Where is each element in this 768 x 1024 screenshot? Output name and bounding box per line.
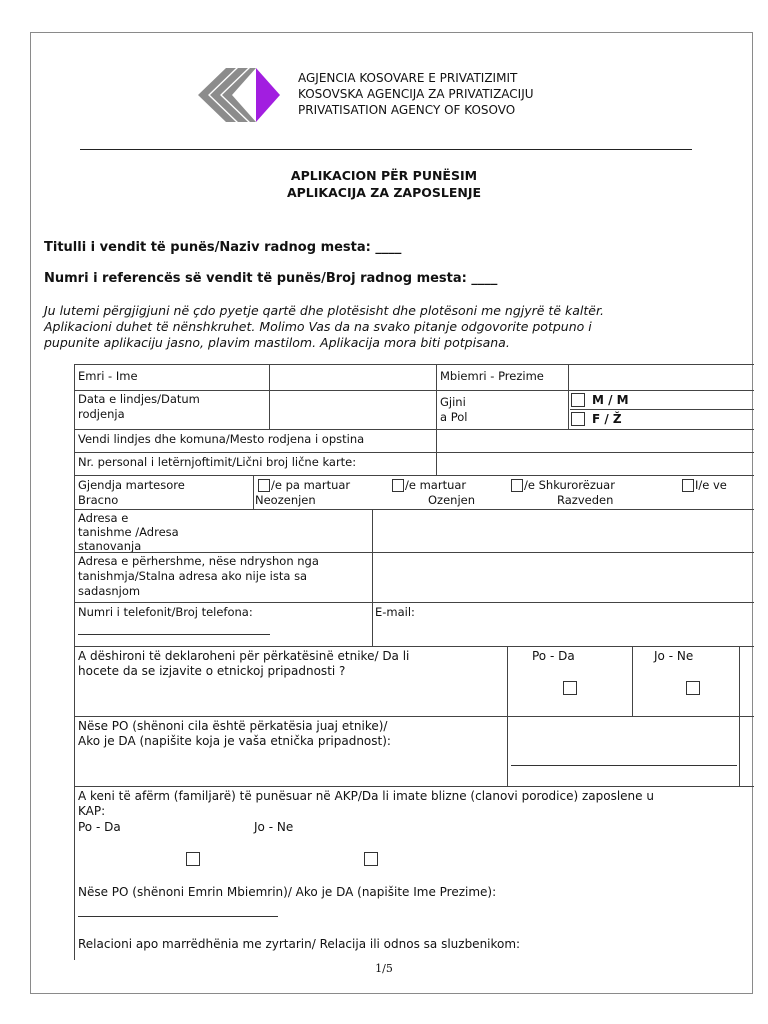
job-title-field[interactable]: Titulli i vendit të punës/Naziv radnog mesta: ____ <box>44 240 402 255</box>
relatives-name-label: Nëse PO (shënoni Emrin Mbiemrin)/ Ako je DA (napišite Ime Prezime): <box>78 885 497 899</box>
agency-line-2: KOSOVSKA AGENCIJA ZA PRIVATIZACIJU <box>298 87 534 101</box>
instructions <box>44 303 740 351</box>
relatives-name-input-line[interactable] <box>78 916 278 917</box>
ethnic-spec-1: Nëse PO (shënoni cila është përkatësia juaj etnike)/ <box>78 719 388 733</box>
birthplace-label: Vendi lindjes dhe komuna/Mesto rodjena i opstina <box>78 432 365 446</box>
permanent-address-input[interactable] <box>373 553 754 602</box>
marital-label-1: Gjendja martesore <box>78 478 185 492</box>
last-name-input[interactable] <box>569 365 754 390</box>
gender-f-checkbox[interactable] <box>571 412 585 426</box>
marital-single-label-2: Neozenjen <box>255 493 316 507</box>
gender-label-1: Gjini <box>440 395 466 409</box>
marital-widowed-checkbox[interactable] <box>682 479 694 492</box>
logo-stripes <box>198 68 256 122</box>
current-address-input[interactable] <box>373 510 754 552</box>
ethnic-no-checkbox[interactable] <box>686 681 700 695</box>
agency-line-3: PRIVATISATION AGENCY OF KOSOVO <box>298 103 516 117</box>
dob-label-1: Data e lindjes/Datum <box>78 392 200 406</box>
current-address-label-2: tanishme /Adresa <box>78 525 179 539</box>
marital-divorced-label-2: Razveden <box>557 493 614 507</box>
email-label: E-mail: <box>375 605 415 619</box>
instruction-line-3: pupunite aplikaciju jasno, plavim mastilom. Aplikacija mora biti potpisana. <box>44 335 510 350</box>
current-address-label-1: Adresa e <box>78 511 129 525</box>
personal-number-label: Nr. personal i letërnjoftimit/Lični broj lične karte: <box>78 455 357 469</box>
relatives-no-checkbox[interactable] <box>364 852 378 866</box>
phone-input-line[interactable] <box>78 634 270 635</box>
relatives-no-label: Jo - Ne <box>254 820 294 834</box>
birthplace-input[interactable] <box>437 430 754 452</box>
ethnic-yes-label: Po - Da <box>532 649 575 663</box>
form-title-sq: APLIKACION PËR PUNËSIM <box>290 168 478 183</box>
marital-single-checkbox[interactable] <box>258 479 270 492</box>
header-divider <box>80 149 692 150</box>
marital-divorced-label-1: /e Shkurorëzuar <box>524 478 615 492</box>
form-title-sr: APLIKACIJA ZA ZAPOSLENJE <box>286 185 482 200</box>
relatives-question-1: A keni të afërm (familjarë) të punësuar në AKP/Da li imate blizne (clanovi porodice) zaposlene u <box>78 789 654 803</box>
ethnic-spec-2: Ako je DA (napišite koja je vaša etnička pripadnost): <box>78 734 391 748</box>
agency-line-1: AGJENCIA KOSOVARE E PRIVATIZIMIT <box>298 71 518 85</box>
agency-name <box>298 70 534 118</box>
dob-label-2: rodjenja <box>78 407 125 421</box>
gender-label-2: a Pol <box>440 410 468 424</box>
last-name-label: Mbiemri - Prezime <box>440 369 544 383</box>
phone-label: Numri i telefonit/Broj telefona: <box>78 605 253 619</box>
instruction-line-1: Ju lutemi përgjigjuni në çdo pyetje qartë dhe plotësisht dhe plotësoni me ngjyrë të kaltër. <box>44 303 604 318</box>
marital-label-2: Bracno <box>78 493 119 507</box>
ethnic-question-1: A dëshironi të deklaroheni për përkatësinë etnike/ Da li <box>78 649 410 663</box>
application-form-table <box>74 364 754 960</box>
relation-label: Relacioni apo marrëdhënia me zyrtarin/ Relacija ili odnos sa sluzbenikom: <box>78 937 521 951</box>
ethnic-no-label: Jo - Ne <box>654 649 694 663</box>
relatives-question-2: KAP: <box>78 804 106 818</box>
current-address-cell <box>75 510 371 552</box>
reference-field[interactable]: Numri i referencës së vendit të punës/Broj radnog mesta: ____ <box>44 271 498 286</box>
permanent-address-label-3: sadasnjom <box>78 584 141 598</box>
marital-married-checkbox[interactable] <box>392 479 404 492</box>
marital-divorced-checkbox[interactable] <box>511 479 523 492</box>
marital-widowed-label-1: I/e ve <box>695 478 727 492</box>
ethnic-yes-checkbox[interactable] <box>563 681 577 695</box>
email-input[interactable] <box>424 603 754 646</box>
current-address-label-3: stanovanja <box>78 539 142 552</box>
first-name-label: Emri - Ime <box>78 369 138 383</box>
marital-married-label-1: /e martuar <box>405 478 467 492</box>
permanent-address-label-2: tanishmja/Stalna adresa ako nije ista sa <box>78 569 308 583</box>
gender-m-label: M / M <box>592 393 629 407</box>
ethnic-question-2: hocete da se izjavite o etnickoj pripadnosti ? <box>78 664 346 678</box>
agency-logo <box>190 66 280 124</box>
permanent-address-label-1: Adresa e përhershme, nëse ndryshon nga <box>78 554 319 568</box>
relatives-yes-label: Po - Da <box>78 820 121 834</box>
page-number: 1/5 <box>375 962 393 975</box>
gender-m-checkbox[interactable] <box>571 393 585 407</box>
dob-input[interactable] <box>270 391 436 429</box>
gender-f-label: F / Ž <box>592 412 622 426</box>
first-name-input[interactable] <box>270 365 436 390</box>
personal-number-input[interactable] <box>437 453 754 475</box>
marital-single-label-1: /e pa martuar <box>271 478 351 492</box>
logo-purple-triangle <box>256 68 280 122</box>
ethnic-spec-input-line[interactable] <box>511 765 737 766</box>
marital-married-label-2: Ozenjen <box>428 493 476 507</box>
relatives-yes-checkbox[interactable] <box>186 852 200 866</box>
instruction-line-2: Aplikacioni duhet të nënshkruhet. Molimo Vas da na svako pitanje odgovorite potpuno i <box>44 319 592 334</box>
